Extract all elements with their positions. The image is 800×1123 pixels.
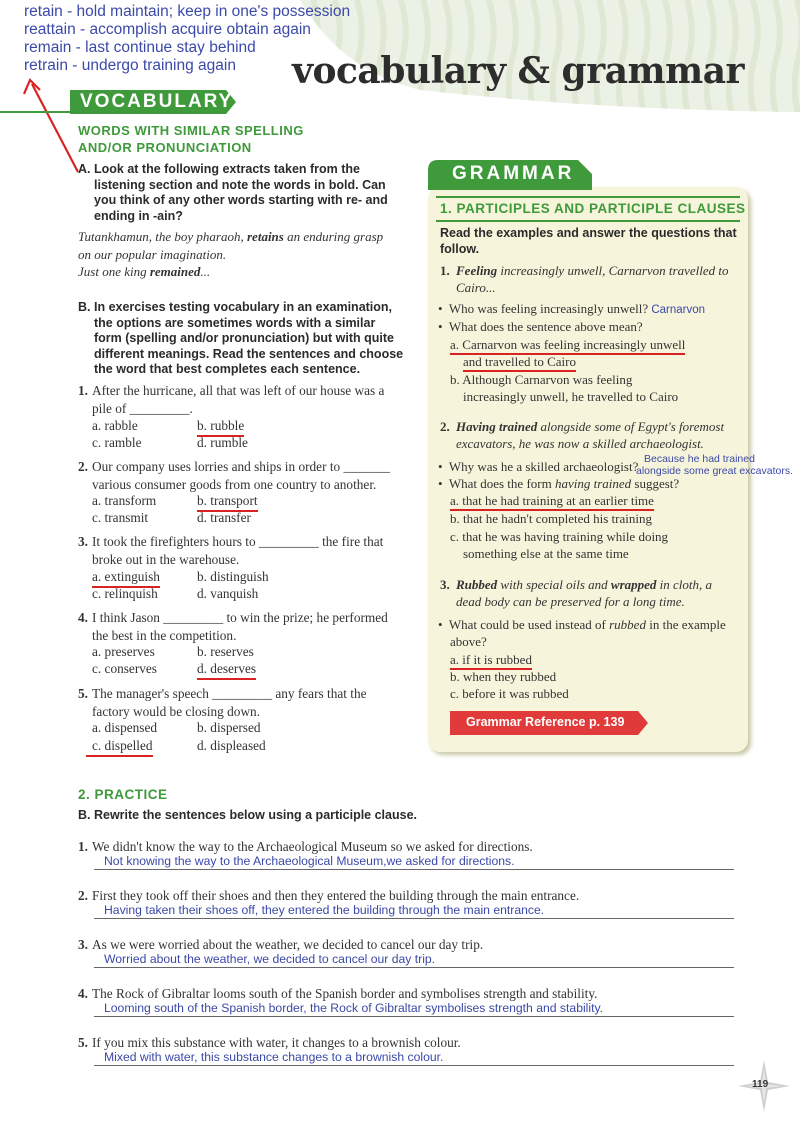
- exercise-a-instruction: [78, 162, 398, 224]
- vocab-question-3: 3. It took the firefighters hours to _________ the fire that broke out in the warehouse.: [78, 534, 384, 567]
- practice-item-1: 1. We didn't know the way to the Archaeological Museum so we asked for directions. Not knowing the way to the Archaeological Museum,we asked for directions.: [78, 838, 738, 855]
- extract-line: on our popular imagination.: [78, 246, 227, 262]
- vocab-question-4: 4. I think Jason _________ to win the prize; he performed the best in the competition.: [78, 610, 388, 643]
- practice-title: 2. PRACTICE: [78, 787, 168, 802]
- option-selected[interactable]: b. rubble: [197, 418, 244, 437]
- practice-item-5: 5. If you mix this substance with water, it changes to a brownish colour. Mixed with water, this substance changes to a brownish colour.: [78, 1034, 738, 1051]
- extract-line: Tutankhamun, the boy pharaoh, retains an enduring grasp: [78, 229, 384, 244]
- option[interactable]: b. reserves: [197, 644, 254, 659]
- note-line: remain - last continue stay behind: [24, 39, 256, 56]
- grammar-section-title: 1. PARTICIPLES AND PARTICIPLE CLAUSES: [440, 201, 746, 216]
- option[interactable]: b. dispersed: [197, 720, 261, 735]
- option[interactable]: d. transfer: [197, 510, 251, 525]
- page-title: vocabulary & grammar: [292, 50, 744, 92]
- note-line: retrain - undergo training again: [24, 57, 236, 74]
- grammar-ex3-option-c[interactable]: c. before it was rubbed: [450, 686, 569, 701]
- grammar-q3: • What could be used instead of rubbed in the example: [438, 617, 726, 632]
- practice-item-3: 3. As we were worried about the weather, we decided to cancel our day trip. Worried about the weather, we decided to cancel our day trip.: [78, 936, 738, 953]
- practice-item-2: 2. First they took off their shoes and then they entered the building through the main entrance. Having taken their shoes off, they entered the building through the main entrance.: [78, 887, 738, 904]
- instruction-line: In exercises testing vocabulary in an examination,: [94, 300, 393, 314]
- grammar-ex2-option-c-cont[interactable]: something else at the same time: [463, 546, 629, 561]
- option[interactable]: a. preserves: [92, 644, 155, 659]
- answer-field[interactable]: Worried about the weather, we decided to cancel our day trip.: [94, 952, 734, 968]
- option[interactable]: c. conserves: [92, 661, 157, 676]
- instruction-line: Look at the following extracts taken from the: [94, 162, 361, 176]
- instruction-line: the options are sometimes words with a similar: [94, 315, 376, 330]
- subtitle-line: WORDS WITH SIMILAR SPELLING: [78, 123, 304, 138]
- exercise-a-extracts: [78, 228, 408, 281]
- grammar-q3-cont: above?: [450, 634, 487, 649]
- grammar-rule-bottom: [436, 220, 740, 222]
- note-line: retain - hold maintain; keep in one's possession: [24, 3, 351, 20]
- grammar-example-1: 1. Feeling increasingly unwell, Carnarvon travelled to: [440, 263, 729, 278]
- instruction-line: ending in -ain?: [94, 208, 183, 223]
- grammar-ex3-option-a[interactable]: a. if it is rubbed: [450, 651, 532, 669]
- instruction-line: the word that best completes each sentence.: [94, 362, 361, 376]
- grammar-ex3-option-b[interactable]: b. when they rubbed: [450, 669, 557, 684]
- note-line: reattain - accomplish acquire obtain again: [24, 21, 311, 38]
- handwritten-notes: [24, 3, 350, 75]
- grammar-rule-top: [436, 196, 740, 198]
- grammar-q2b: • What does the form having trained suggest?: [438, 476, 680, 491]
- instruction-line: Read the examples and answer the questions that: [440, 226, 737, 240]
- extract-line: Just one king remained...: [78, 264, 211, 279]
- option[interactable]: c. ramble: [92, 435, 142, 450]
- subtitle-line: AND/OR PRONUNCIATION: [78, 140, 252, 155]
- grammar-example-1-cont: Cairo...: [456, 280, 496, 295]
- handwritten-answer: Carnarvon: [651, 304, 706, 316]
- grammar-ex1-option-b-cont[interactable]: increasingly unwell, he travelled to Cairo: [463, 389, 679, 404]
- grammar-reference-button[interactable]: Grammar Reference p. 139: [466, 715, 625, 729]
- grammar-example-3: 3. Rubbed with special oils and wrapped in cloth, a: [440, 577, 713, 592]
- answer-field[interactable]: Not knowing the way to the Archaeological Museum,we asked for directions.: [94, 854, 734, 870]
- instruction-line: form (spelling and/or pronunciation) but with quite: [94, 331, 394, 345]
- practice-item-4: 4. The Rock of Gibraltar looms south of the Spanish border and symbolises strength and stability. Looming south of the Spanish border, the Rock of Gibraltar symbolises strength and stability.: [78, 985, 738, 1002]
- option[interactable]: c. relinquish: [92, 586, 158, 601]
- grammar-ex1-option-a[interactable]: a. Carnarvon was feeling increasingly unwell: [450, 336, 685, 354]
- option[interactable]: c. transmit: [92, 510, 149, 525]
- practice-instruction: B. Rewrite the sentences below using a participle clause.: [78, 808, 417, 822]
- option-selected[interactable]: b. transport: [197, 493, 258, 512]
- grammar-ex2-option-a[interactable]: a. that he had training at an earlier time: [450, 492, 654, 510]
- grammar-q1b: • What does the sentence above mean?: [438, 319, 643, 334]
- grammar-example-2-cont: excavators, he was now a skilled archaeologist.: [456, 436, 704, 451]
- instruction-line: listening section and note the words in bold. Can: [94, 177, 386, 192]
- vocab-question-2: 2. Our company uses lorries and ships in order to _______ various consumer goods from one country to another.: [78, 459, 391, 492]
- vocabulary-subtitle: [78, 122, 304, 156]
- grammar-example-3-cont: dead body can be preserved for a long time.: [456, 594, 685, 609]
- grammar-ex2-option-b[interactable]: b. that he hadn't completed his training: [450, 511, 652, 526]
- option[interactable]: d. vanquish: [197, 586, 259, 601]
- instruction-line: you think of any other words starting with re- and: [94, 193, 388, 207]
- grammar-q1a: • Who was feeling increasingly unwell? Carnarvon: [438, 301, 706, 316]
- option-selected[interactable]: c. dispelled: [86, 738, 153, 757]
- option[interactable]: a. rabble: [92, 418, 138, 433]
- option-selected[interactable]: d. deserves: [197, 661, 256, 680]
- handwritten-answer: Because he had trained alongside some great excavators.: [636, 453, 794, 477]
- grammar-q2a: • Why was he a skilled archaeologist?: [438, 459, 639, 474]
- answer-field[interactable]: Looming south of the Spanish border, the Rock of Gibraltar symbolises strength and stability.: [94, 1001, 734, 1017]
- page-number: 119: [752, 1079, 769, 1090]
- grammar-instruction: [440, 226, 740, 257]
- option-selected[interactable]: a. extinguish: [92, 569, 160, 588]
- option[interactable]: d. rumble: [197, 435, 248, 450]
- option[interactable]: a. dispensed: [92, 720, 157, 735]
- vocabulary-banner: VOCABULARY: [80, 91, 234, 112]
- answer-field[interactable]: Mixed with water, this substance changes to a brownish colour.: [94, 1050, 734, 1066]
- answer-field[interactable]: Having taken their shoes off, they entered the building through the main entrance.: [94, 903, 734, 919]
- exercise-letter: B.: [78, 300, 91, 314]
- exercise-letter: A.: [78, 162, 91, 176]
- vocab-question-5: 5. The manager's speech _________ any fears that the factory would be closing down.: [78, 686, 367, 719]
- option[interactable]: a. transform: [92, 493, 157, 508]
- grammar-ex1-option-b[interactable]: b. Although Carnarvon was feeling: [450, 372, 633, 387]
- option[interactable]: b. distinguish: [197, 569, 269, 584]
- grammar-example-2: 2. Having trained alongside some of Egypt's foremost: [440, 419, 725, 434]
- grammar-banner: GRAMMAR: [452, 163, 575, 184]
- instruction-line: different meanings. Read the sentences and choose: [94, 346, 404, 361]
- instruction-line: follow.: [440, 241, 480, 256]
- grammar-ex1-option-a-cont[interactable]: and travelled to Cairo: [463, 353, 576, 371]
- option[interactable]: d. displeased: [197, 738, 266, 753]
- vocab-question-1: 1. After the hurricane, all that was left of our house was a pile of _________.: [78, 383, 385, 416]
- exercise-b-instruction: [78, 300, 408, 378]
- grammar-ex2-option-c[interactable]: c. that he was having training while doing: [450, 529, 669, 544]
